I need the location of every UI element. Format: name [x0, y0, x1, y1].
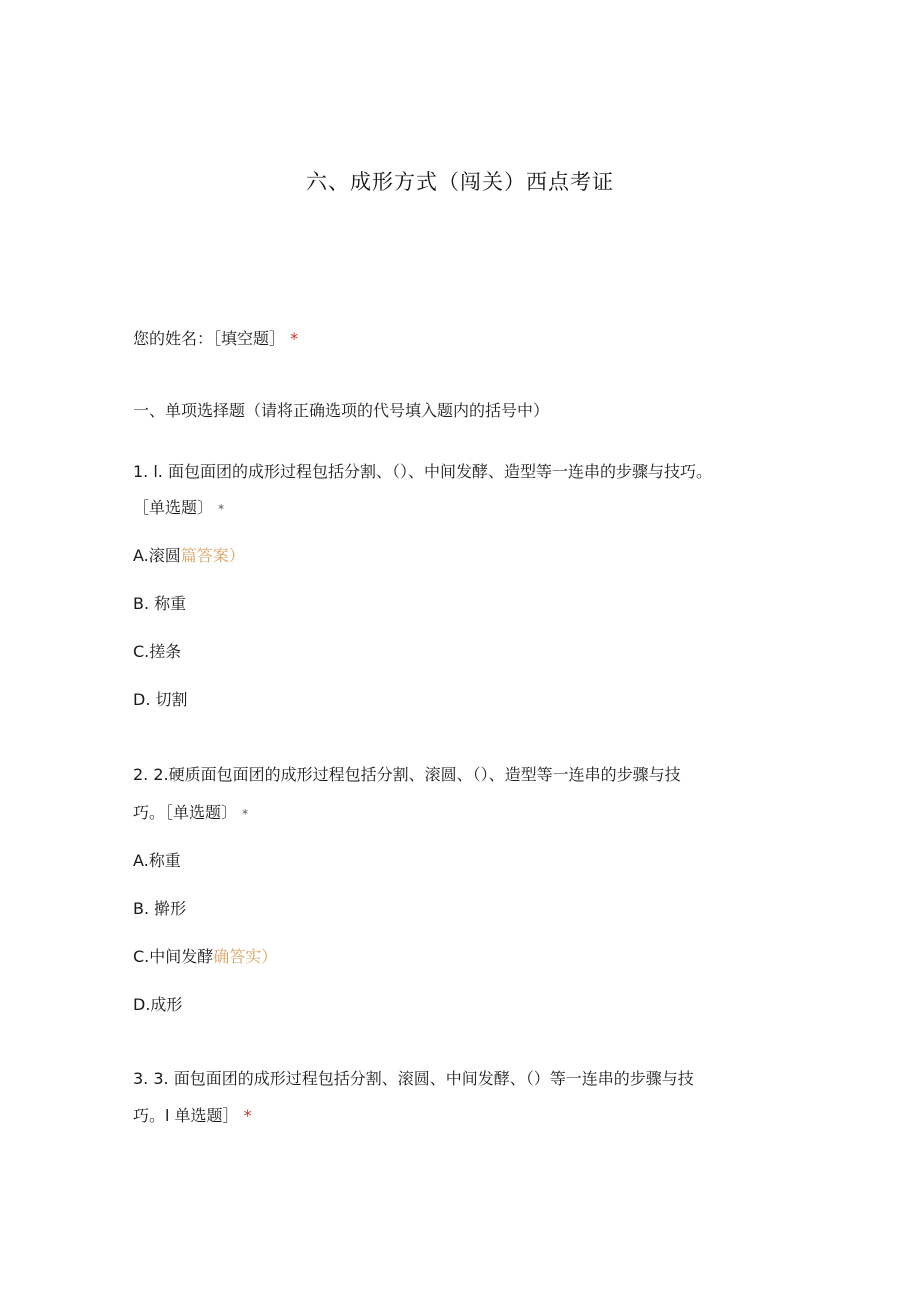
- option-label: C.中间发酵: [133, 947, 214, 966]
- section-heading: 一、单项选择题（请将正确选项的代号填入题内的括号中）: [133, 401, 550, 420]
- question-type-label: 巧。［单选题〕: [133, 803, 238, 822]
- question-1-option-b[interactable]: B. 称重: [133, 594, 187, 613]
- page-title: 六、成形方式（闯关）西点考证: [306, 170, 614, 194]
- question-3-text: 3. 3. 面包面团的成形过程包括分割、滚圆、中间发酵、（）等一连串的步骤与技: [133, 1069, 694, 1088]
- question-2-type: [133, 800, 248, 823]
- question-1-option-c[interactable]: C.搓条: [133, 642, 182, 661]
- question-type-label: ［单选题〕: [133, 498, 214, 517]
- question-1-type: [133, 495, 224, 518]
- answer-note: 确答实）: [213, 947, 278, 966]
- question-1-option-d[interactable]: D. 切割: [133, 690, 188, 709]
- question-2-option-b[interactable]: B. 擀形: [133, 899, 187, 918]
- question-2-option-d[interactable]: D.成形: [133, 995, 183, 1014]
- question-3-type: [133, 1103, 252, 1126]
- required-marker: *: [242, 807, 249, 821]
- required-marker: *: [218, 502, 225, 516]
- question-2-option-c[interactable]: [133, 944, 277, 967]
- question-2-text: 2. 2.硬质面包面团的成形过程包括分割、滚圆、（）、造型等一连串的步骤与技: [133, 765, 681, 784]
- required-marker: *: [243, 1106, 252, 1125]
- required-marker: *: [290, 329, 299, 348]
- name-field[interactable]: [133, 326, 298, 349]
- question-2-option-a[interactable]: A.称重: [133, 851, 181, 870]
- name-field-label: 您的姓名：［填空题］: [133, 329, 286, 348]
- question-1-text: 1. l. 面包面团的成形过程包括分割、（）、中间发酵、造型等一连串的步骤与技巧。: [133, 462, 712, 481]
- answer-note: 篇答案）: [180, 546, 245, 565]
- option-label: A.滚圆: [133, 546, 181, 565]
- question-1-option-a[interactable]: [133, 543, 245, 566]
- question-type-label: 巧。l 单选题］: [133, 1106, 239, 1125]
